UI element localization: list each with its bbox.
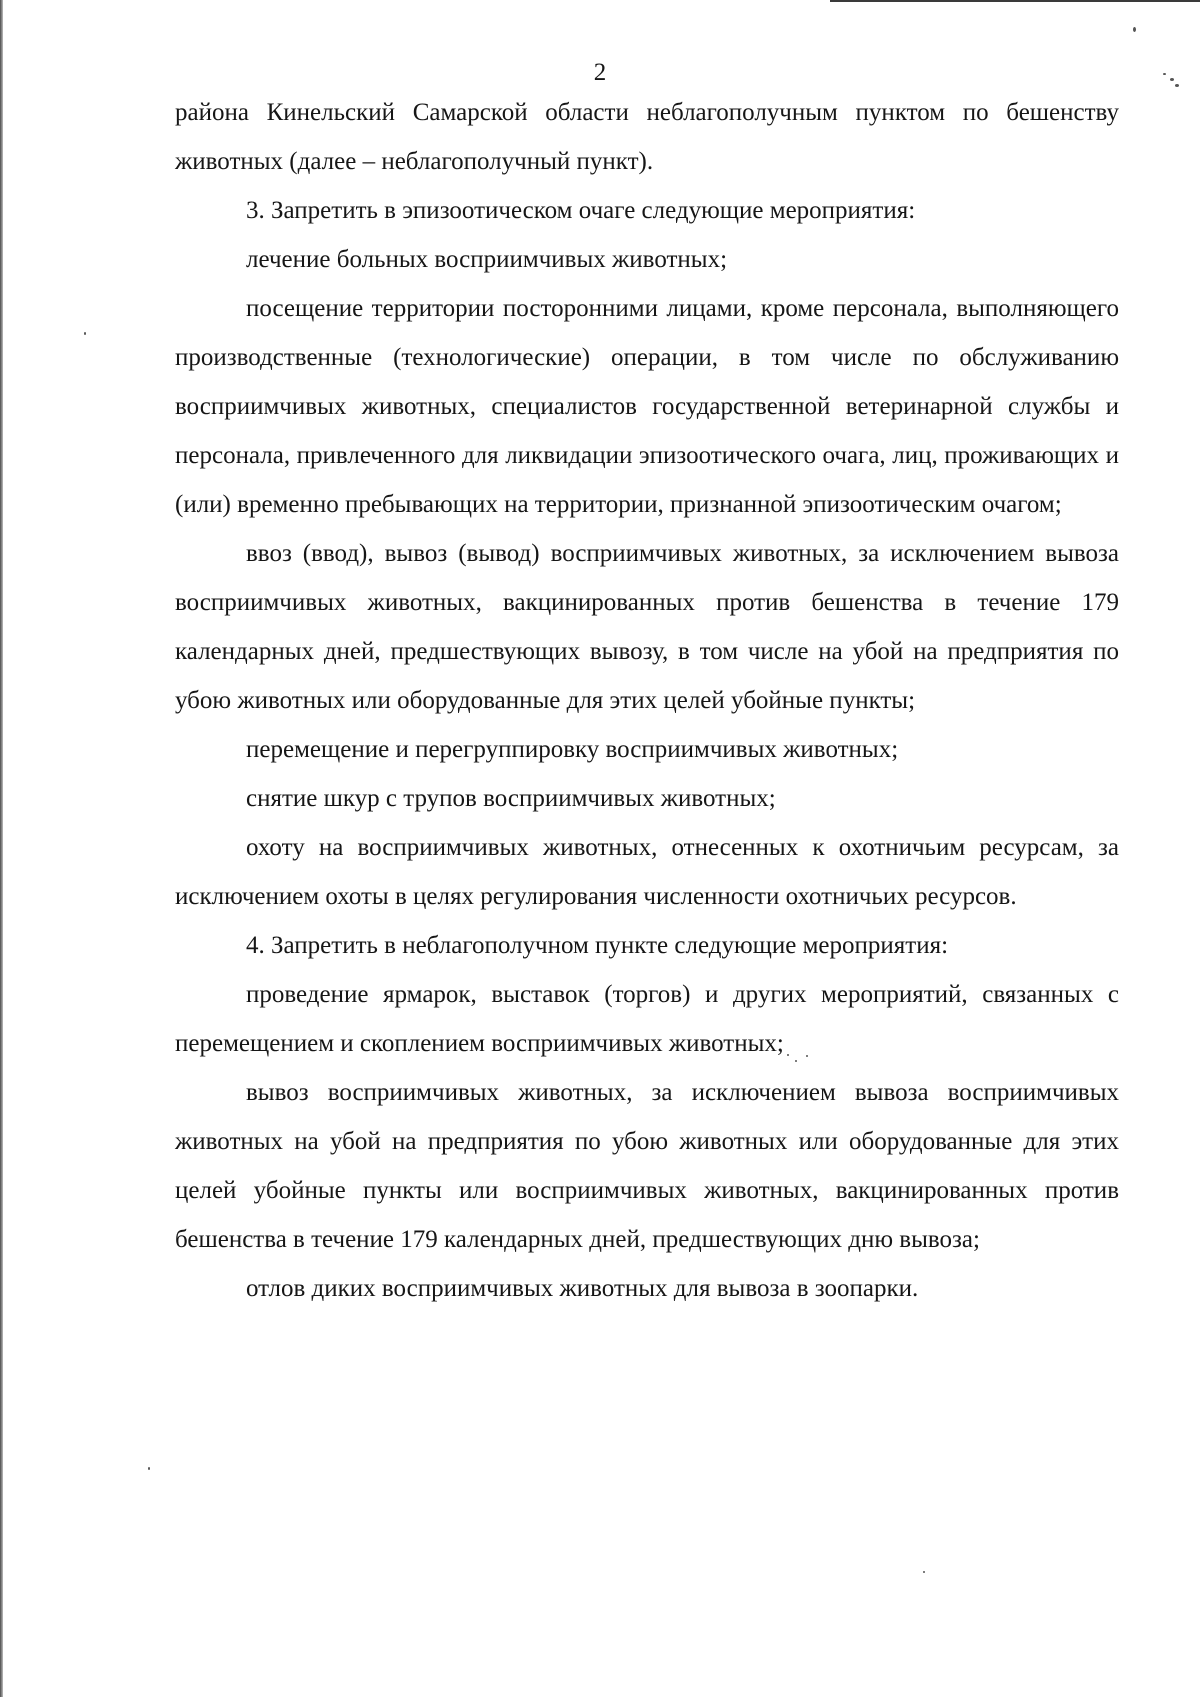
paragraph-hunting-ban: охоту на восприимчивых животных, отнесенных к охотничьим ресурсам, за исключением охоты в целях регулирования численности охотничьих ресурсов. (175, 834, 1119, 910)
page-number: 2 (593, 59, 607, 86)
paragraph-item-4-heading: 4. Запретить в неблагополучном пункте следующие мероприятия: (246, 932, 949, 959)
paragraph-import-export-ban: ввоз (ввод), вывоз (вывод) восприимчивых животных, за исключением вывоза восприимчивых животных, вакцинированных против бешенства в течение 179 календарных дней, предшествующих вывозу, в том числе на убой на предприятия по убою животных или оборудованные для этих целей убойные пункты; (175, 540, 1119, 714)
paragraph-fairs-ban: проведение ярмарок, выставок (торгов) и других мероприятий, связанных с перемещением и скоплением восприимчивых животных; (175, 981, 1119, 1057)
scan-speck (148, 1467, 150, 1470)
paragraph-capture-ban: отлов диких восприимчивых животных для вывоза в зоопарки. (246, 1275, 919, 1302)
scan-speck (1133, 27, 1136, 32)
scan-edge (0, 0, 3, 1697)
scan-speck (923, 1571, 925, 1573)
paragraph-treatment-ban: лечение больных восприимчивых животных; (246, 246, 728, 273)
scan-speck (84, 332, 86, 335)
paragraph-export-ban: вывоз восприимчивых животных, за исключением вывоза восприимчивых животных на убой на предприятия по убою животных или оборудованные для этих целей убойные пункты или восприимчивых животных, вакцинированных против бешенства в течение 179 календарных дней, предшествующих дню вывоза; (175, 1079, 1119, 1253)
document-body (175, 88, 1119, 1313)
scan-top-line (830, 0, 1200, 2)
paragraph-region-continuation: района Кинельский Самарской области неблагополучным пунктом по бешенству животных (далее – неблагополучный пункт). (175, 99, 1119, 175)
paragraph-visit-ban: посещение территории посторонними лицами, кроме персонала, выполняющего производственные (технологические) операции, в том числе по обслуживанию восприимчивых животных, специалистов государственной ветеринарной службы и персонала, привлеченного для ликвидации эпизоотического очага, лиц, проживающих и (или) временно пребывающих на территории, признанной эпизоотическим очагом; (175, 295, 1119, 518)
paragraph-skinning-ban: снятие шкур с трупов восприимчивых животных; (246, 785, 776, 812)
paragraph-regrouping-ban: перемещение и перегруппировку восприимчивых животных; (246, 736, 899, 763)
paragraph-item-3-heading: 3. Запретить в эпизоотическом очаге следующие мероприятия: (246, 197, 916, 224)
